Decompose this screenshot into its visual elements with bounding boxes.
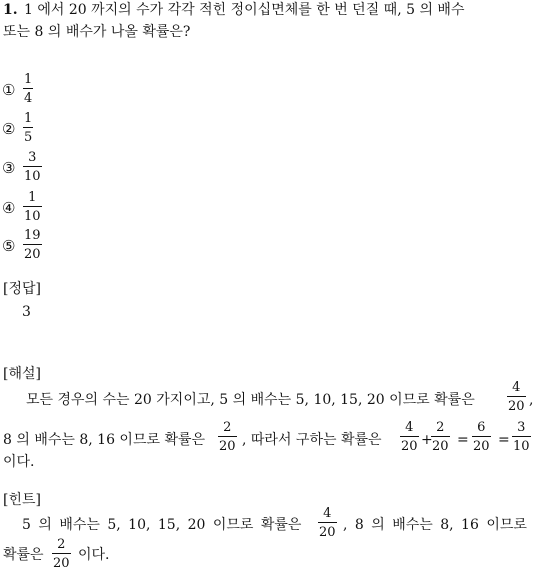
hint-fraction-1: [318, 506, 337, 540]
fraction-numerator: 2: [57, 537, 66, 552]
fraction-bar: [23, 206, 42, 207]
hint-heading: [힌트]: [3, 492, 41, 508]
explanation-heading: [해설]: [3, 366, 41, 382]
fraction-numerator: 3: [28, 150, 37, 165]
choice-marker: ①: [2, 81, 16, 99]
hint-fraction-2: [52, 537, 71, 571]
explanation-line2a: 8 의 배수는 8, 16 이므로 확률은: [3, 432, 206, 448]
fraction-numerator: 4: [323, 506, 332, 521]
fraction-bar: [431, 436, 450, 437]
explanation-fraction-1: [507, 380, 526, 414]
fraction-numerator: 4: [405, 420, 414, 435]
question-number: 1.: [3, 2, 18, 18]
fraction-denominator: 4: [24, 91, 33, 106]
explanation-line1: 모든 경우의 수는 20 가지이고, 5 의 배수는 5, 10, 15, 20 이므로 확률은: [26, 392, 475, 408]
fraction-numerator: 4: [512, 380, 521, 395]
choice-marker: ⑤: [2, 237, 16, 255]
fraction-denominator: 10: [24, 169, 41, 184]
equals-sign: =: [457, 432, 469, 448]
hint-line1a: 5 의 배수는 5, 10, 15, 20 이므로 확률은: [22, 517, 302, 533]
fraction-bar: [400, 436, 419, 437]
explanation-fraction-6: [512, 420, 531, 454]
fraction-bar: [318, 522, 337, 523]
fraction-denominator: 5: [24, 130, 33, 145]
fraction-numerator: 2: [436, 420, 445, 435]
explanation-fraction-4: [431, 420, 450, 454]
explanation-line2b: , 따라서 구하는 확률은: [242, 432, 382, 448]
explanation-fraction-5: [472, 420, 491, 454]
question-text-line1: 1 에서 20 까지의 수가 각각 적힌 정이십면체를 한 번 던질 때, 5 의 배수: [24, 2, 465, 18]
fraction-denominator: 20: [24, 247, 41, 262]
fraction-numerator: 2: [223, 420, 232, 435]
choice-fraction: [23, 228, 42, 262]
fraction-bar: [23, 88, 33, 89]
fraction-numerator: 1: [24, 72, 33, 87]
choice-marker: ②: [2, 120, 16, 138]
explanation-fraction-2: [218, 420, 237, 454]
choice-fraction: [23, 190, 42, 224]
fraction-denominator: 10: [513, 439, 530, 454]
fraction-bar: [218, 436, 237, 437]
explanation-line3: 이다.: [3, 454, 35, 470]
choice-fraction: [23, 72, 33, 106]
equals-sign: =: [498, 432, 510, 448]
fraction-denominator: 20: [319, 525, 336, 540]
choice-fraction: [23, 150, 42, 184]
choice-marker: ④: [2, 199, 16, 217]
fraction-bar: [23, 127, 33, 128]
hint-line2b: 이다.: [78, 547, 110, 563]
fraction-denominator: 20: [432, 439, 449, 454]
fraction-denominator: 20: [508, 399, 525, 414]
question-text-line2: 또는 8 의 배수가 나올 확률은?: [3, 24, 191, 40]
explanation-fraction-3: [400, 420, 419, 454]
fraction-bar: [507, 396, 526, 397]
fraction-bar: [23, 166, 42, 167]
fraction-numerator: 1: [24, 111, 33, 126]
hint-line2a: 확률은: [3, 547, 44, 563]
fraction-numerator: 6: [477, 420, 486, 435]
fraction-bar: [52, 553, 71, 554]
answer-value: 3: [22, 304, 31, 320]
fraction-denominator: 10: [24, 209, 41, 224]
explanation-comma: ,: [529, 392, 534, 408]
plus-sign: +: [421, 432, 433, 448]
choice-fraction: [23, 111, 33, 145]
fraction-numerator: 1: [28, 190, 37, 205]
fraction-bar: [472, 436, 491, 437]
answer-heading: [정답]: [3, 281, 41, 297]
fraction-bar: [23, 244, 42, 245]
fraction-denominator: 20: [401, 439, 418, 454]
fraction-numerator: 19: [24, 228, 41, 243]
fraction-denominator: 20: [219, 439, 236, 454]
fraction-denominator: 20: [473, 439, 490, 454]
fraction-bar: [512, 436, 531, 437]
choice-marker: ③: [2, 159, 16, 177]
hint-line1b: , 8 의 배수는 8, 16 이므로: [343, 517, 527, 533]
fraction-numerator: 3: [517, 420, 526, 435]
fraction-denominator: 20: [53, 556, 70, 571]
